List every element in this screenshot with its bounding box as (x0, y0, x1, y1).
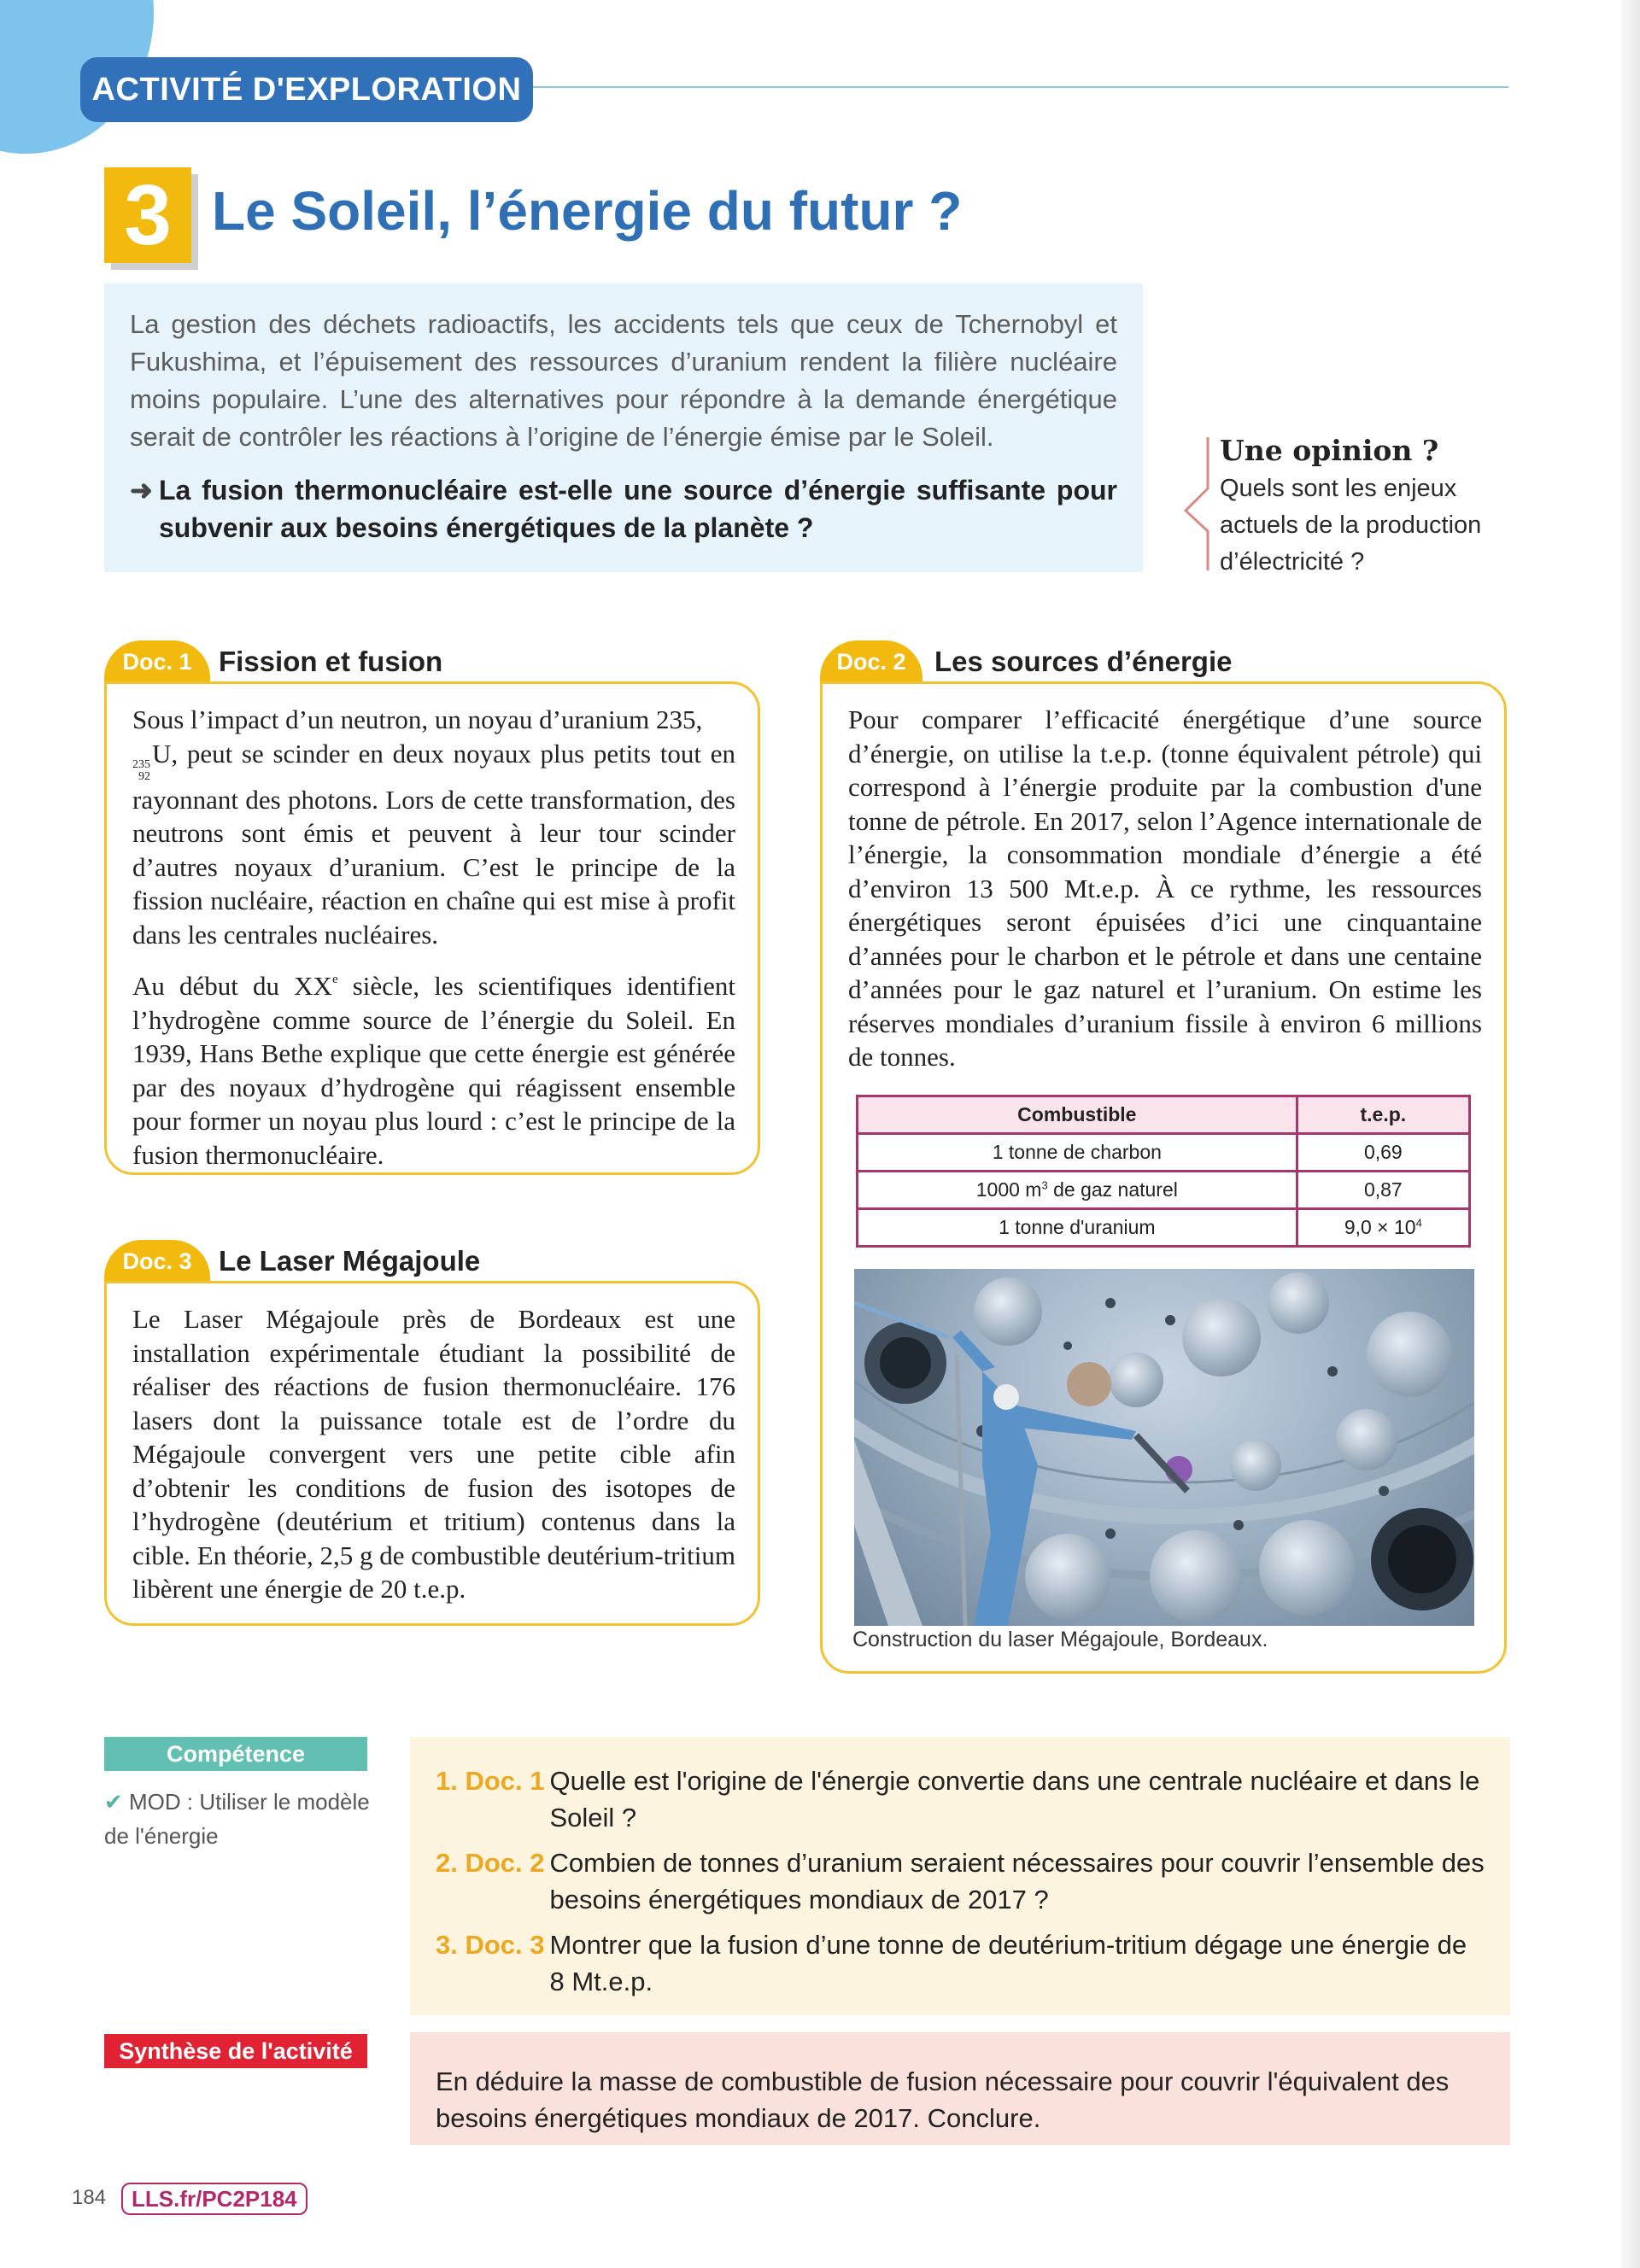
doc2-title: Les sources d’énergie (934, 646, 1233, 677)
table-cell: 1000 $m^3$ de gaz naturel (858, 1172, 1297, 1209)
isotope-symbol: U, (152, 738, 179, 769)
doc1-text-part: Au début du XX (132, 971, 332, 1001)
doc1-tab: Doc. 1 (104, 640, 210, 683)
doc3-tab: Doc. 3 (104, 1240, 210, 1283)
doc1-body (132, 703, 735, 1172)
intro-text: La gestion des déchets radioactifs, les accidents tels que ceux de Tchernobyl et Fukushima, et l’épuisement des ressources d’uranium rendent la filière nucléaire moins populaire. L’une des alternatives pour répondre à la demande énergétique serait de contrôler les réactions à l’origine de l’énergie émise par le Soleil. (130, 309, 1117, 452)
doc1-title: Fission et fusion (219, 646, 443, 677)
question-ref: 1. Doc. 1 (436, 1766, 545, 1796)
question-ref: 2. Doc. 2 (436, 1848, 545, 1878)
problem-question-text: La fusion thermonucléaire est-elle une source d’énergie suffisante pour subvenir aux besoins énergétiques de la planète ? (159, 475, 1117, 543)
page-number: 184 (72, 2186, 107, 2209)
competence-label: Compétence (104, 1737, 367, 1771)
banner-divider (533, 86, 1508, 88)
question-text: Combien de tonnes d’uranium seraient nécessaires pour couvrir l’ensemble des besoins énergétiques mondiaux de 2017 ? (549, 1848, 1485, 1914)
intro-box (104, 284, 1143, 572)
doc1-text-part: Sous l’impact d’un neutron, un noyau d’uranium 235, (132, 704, 703, 734)
photo-illustration (854, 1269, 1474, 1626)
doc1-text-part: peut se scinder en deux noyaux plus petits tout en rayonnant des photons. Lors de cette transformation, des neutrons sont émis et peuvent à leur tour scinder d’autres noyaux d’uranium. C’est le principe de la fission nucléaire, réaction en chaîne qui est mise à profit dans les centrales nucléaires. (132, 738, 735, 950)
online-resource-link[interactable]: LLS.fr/PC2P184 (121, 2183, 308, 2215)
question-item (436, 1762, 1485, 1836)
question-text: Montrer que la fusion d’une tonne de deutérium-tritium dégage une énergie de 8 Mt.e.p. (549, 1930, 1467, 1996)
opinion-title: Une opinion ? (1220, 434, 1439, 467)
table-cell: $9,0 \times 10^4$ (1297, 1209, 1469, 1247)
doc1-text-part: siècle, les scientifiques identifient l’hydrogène comme source de l’énergie du Soleil. En 1939, Hans Bethe explique que cette énergie est générée par des noyaux d’hydrogène qui réagissent ensemble pour former un noyau plus lourd : c’est le principe de la fusion thermonucléaire. (132, 971, 735, 1170)
doc3-card (104, 1281, 760, 1626)
problem-question (130, 471, 1117, 547)
activity-type-banner: ACTIVITÉ D'EXPLORATION (80, 57, 533, 122)
synthese-box (410, 2032, 1510, 2145)
arrow-right-icon: ➜ (130, 475, 153, 506)
page-edge (1621, 0, 1640, 2268)
activity-number: 3 (104, 167, 191, 263)
table-row (858, 1134, 1470, 1172)
doc2-tab: Doc. 2 (820, 640, 922, 683)
question-item (436, 1926, 1485, 2000)
table-row (858, 1209, 1470, 1247)
table-cell: 0,69 (1297, 1134, 1469, 1172)
table-cell: 0,87 (1297, 1172, 1469, 1209)
competence-item (104, 1785, 378, 1853)
doc3-body: Le Laser Mégajoule près de Bordeaux est une installation expérimentale étudiant la possibilité de réaliser des réactions de fusion thermonucléaire. 176 lasers dont la puissance totale est de l’ordre du Mégajoule convergent vers une petite cible afin d’obtenir les conditions de fusion des isotopes de l’hydrogène (deutérium et tritium) contenus dans la cible. En théorie, 2,5 g de combustible deutérium-tritium libèrent une énergie de 20 t.e.p. (132, 1304, 735, 1604)
photo-caption: Construction du laser Mégajoule, Bordeaux. (852, 1628, 1268, 1651)
table-cell: 1 tonne d'uranium (858, 1209, 1297, 1247)
tep-table (856, 1095, 1471, 1248)
synthese-label: Synthèse de l'activité (104, 2034, 367, 2068)
opinion-sidebar (1220, 431, 1510, 581)
questions-box (410, 1737, 1510, 2015)
doc1-card (104, 681, 760, 1175)
brace-icon (1180, 435, 1215, 572)
laser-megajoule-photo (854, 1269, 1474, 1626)
uranium-isotope: 235 92 (132, 757, 150, 783)
question-text: Quelle est l'origine de l'énergie convertie dans une centrale nucléaire et dans le Soleil ? (549, 1766, 1480, 1833)
synthese-text: En déduire la masse de combustible de fusion nécessaire pour couvrir l'équivalent des besoins énergétiques mondiaux de 2017. Conclure. (436, 2066, 1450, 2133)
doc3-title: Le Laser Mégajoule (219, 1245, 481, 1277)
doc2-body: Pour comparer l’efficacité énergétique d’une source d’énergie, on utilise la t.e.p. (tonne équivalent pétrole) qui correspond à l’énergie produite par la combustion d'une tonne de pétrole. En 2017, selon l’Agence internationale de l’énergie, la consommation mondiale d’énergie a été d’environ 13 500 Mt.e.p. À ce rythme, les ressources énergétiques seront épuisées d’ici une cinquantaine d’années pour le charbon et le pétrole et dans une centaine d’années pour le gaz naturel et l’uranium. On estime les réserves mondiales d’uranium fissile à environ 6 millions de tonnes. (848, 704, 1482, 1072)
competence-text: MOD : Utiliser le modèle de l'énergie (104, 1789, 370, 1849)
checkmark-icon: ✔ (104, 1789, 123, 1815)
table-cell: 1 tonne de charbon (858, 1134, 1297, 1172)
page-title: Le Soleil, l’énergie du futur ? (212, 180, 963, 242)
superscript: e (331, 973, 338, 986)
table-header-row (858, 1096, 1470, 1134)
question-ref: 3. Doc. 3 (436, 1930, 545, 1960)
question-item (436, 1844, 1485, 1918)
table-row (858, 1172, 1470, 1209)
opinion-text: Quels sont les enjeux actuels de la production d’électricité ? (1220, 475, 1482, 576)
table-header: t.e.p. (1297, 1096, 1469, 1134)
table-header: Combustible (858, 1096, 1297, 1134)
